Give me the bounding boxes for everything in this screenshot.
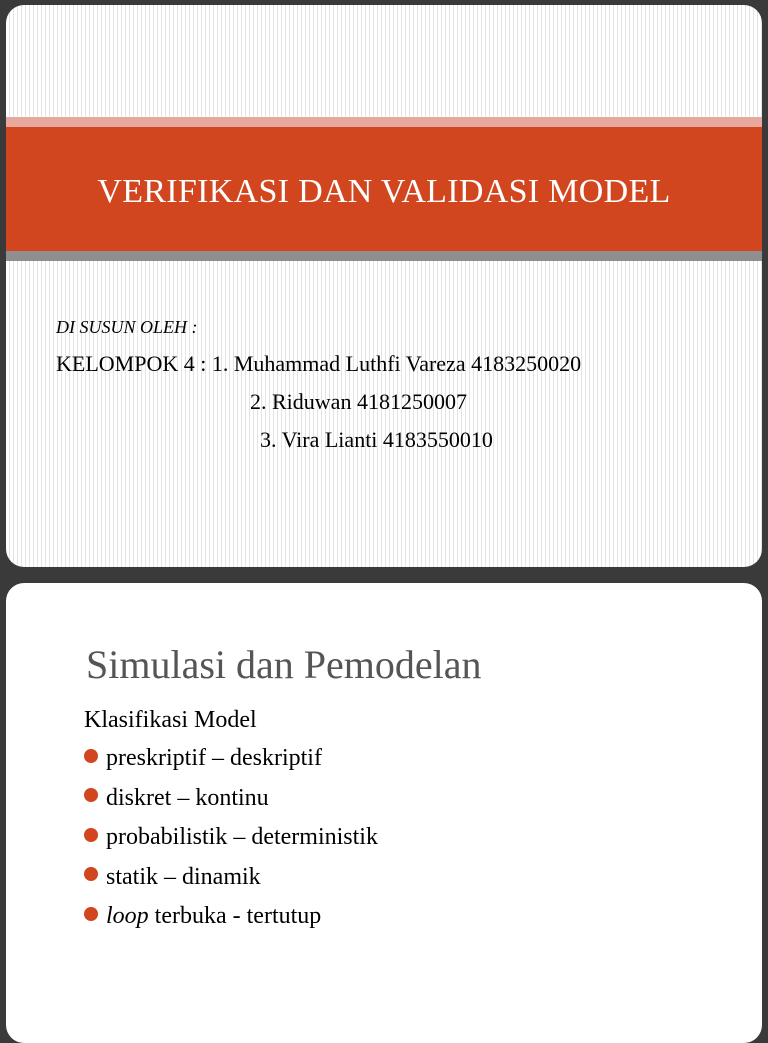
bullet-dot-icon: [84, 867, 98, 881]
slide-2: [6, 583, 762, 1043]
member-line-3: 3. Vira Lianti 4183550010: [260, 427, 493, 452]
member-line-1: KELOMPOK 4 : 1. Muhammad Luthfi Vareza 4183250020: [56, 351, 582, 376]
accent-line-bottom: [6, 251, 762, 261]
bullet-dot-icon: [84, 907, 98, 921]
bullet-text: diskret – kontinu: [106, 784, 269, 811]
bullet-text-italic: loop: [106, 903, 149, 930]
slide-1: [6, 5, 762, 567]
bullet-text: preskriptif – deskriptif: [106, 745, 322, 772]
slide-title: Simulasi dan Pemodelan: [86, 642, 482, 687]
members-list: [56, 345, 581, 459]
member-line-2: 2. Riduwan 4181250007: [250, 389, 467, 414]
bullet-dot-icon: [84, 749, 98, 763]
bullet-dot-icon: [84, 788, 98, 802]
list-item: [84, 897, 378, 937]
title-band: [6, 127, 762, 251]
authors-label: DI SUSUN OLEH :: [56, 317, 198, 337]
bullet-text: statik – dinamik: [106, 863, 261, 890]
slide-title: VERIFIKASI DAN VALIDASI MODEL: [97, 173, 671, 210]
bullet-text: probabilistik – deterministik: [106, 824, 378, 851]
list-item: [84, 858, 378, 898]
bullet-list: [84, 739, 378, 937]
bullet-text: terbuka - tertutup: [148, 903, 322, 930]
list-item: [84, 739, 378, 779]
section-heading: Klasifikasi Model: [84, 707, 257, 733]
bullet-dot-icon: [84, 828, 98, 842]
accent-line-top: [6, 117, 762, 127]
list-item: [84, 779, 378, 819]
list-item: [84, 818, 378, 858]
